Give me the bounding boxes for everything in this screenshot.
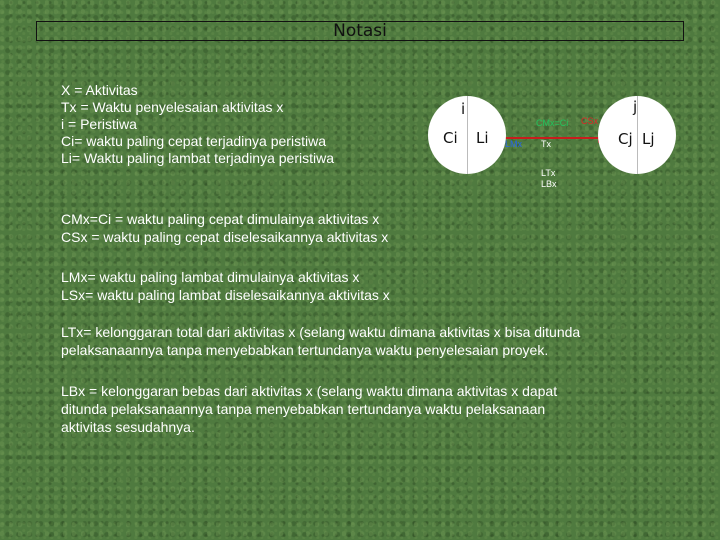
node-i-name: i <box>461 100 466 118</box>
definitions-list <box>61 82 334 167</box>
node-j-cj: Cj <box>618 130 633 148</box>
paragraph-line: LBx = kelonggaran bebas dari aktivitas x (selang waktu dimana aktivitas x dapat <box>61 383 558 399</box>
ltx-label: LTx <box>541 168 556 178</box>
paragraph-lmx-lsx <box>61 269 390 305</box>
paragraph-line: LSx= waktu paling lambat diselesaikannya aktivitas x <box>61 287 390 303</box>
paragraph-ltx <box>61 324 580 360</box>
definition-item: Li= Waktu paling lambat terjadinya peristiwa <box>61 150 335 166</box>
paragraph-line: CSx = waktu paling cepat diselesaikannya aktivitas x <box>61 229 389 245</box>
slide-title-text: Notasi <box>333 21 387 41</box>
paragraph-line: LTx= kelonggaran total dari aktivitas x (selang waktu dimana aktivitas x bisa ditunda <box>61 324 581 340</box>
event-node-i <box>428 96 506 174</box>
lmx-label: LMx <box>505 139 523 149</box>
event-node-j <box>598 96 676 174</box>
slide-title <box>36 21 684 41</box>
paragraph-line: aktivitas sesudahnya. <box>61 419 195 435</box>
definition-item: Ci= waktu paling cepat terjadinya peristiwa <box>61 133 326 149</box>
paragraph-line: ditunda pelaksanaannya tanpa menyebabkan tertundanya waktu pelaksanaan <box>61 401 546 417</box>
definition-item: Tx = Waktu penyelesaian aktivitas x <box>61 99 284 115</box>
node-j-lj: Lj <box>642 130 655 148</box>
cmx-label: CMx=Ci <box>536 118 569 128</box>
node-i-divider <box>467 96 468 174</box>
definition-item: i = Peristiwa <box>61 116 137 132</box>
paragraph-line: CMx=Ci = waktu paling cepat dimulainya aktivitas x <box>61 211 380 227</box>
lbx-label: LBx <box>541 179 557 189</box>
definition-item: X = Aktivitas <box>61 82 138 98</box>
csx-label: CSx <box>581 116 599 126</box>
paragraph-line: LMx= waktu paling lambat dimulainya aktivitas x <box>61 269 360 285</box>
node-i-ci: Ci <box>443 129 458 147</box>
node-i-li: Li <box>476 129 489 147</box>
paragraph-line: pelaksanaannya tanpa menyebabkan tertundanya waktu penyelesaian proyek. <box>61 342 549 358</box>
paragraph-cmx-csx <box>61 211 388 247</box>
tx-label: Tx <box>541 139 551 149</box>
paragraph-lbx <box>61 383 557 437</box>
node-j-name: j <box>633 98 638 116</box>
